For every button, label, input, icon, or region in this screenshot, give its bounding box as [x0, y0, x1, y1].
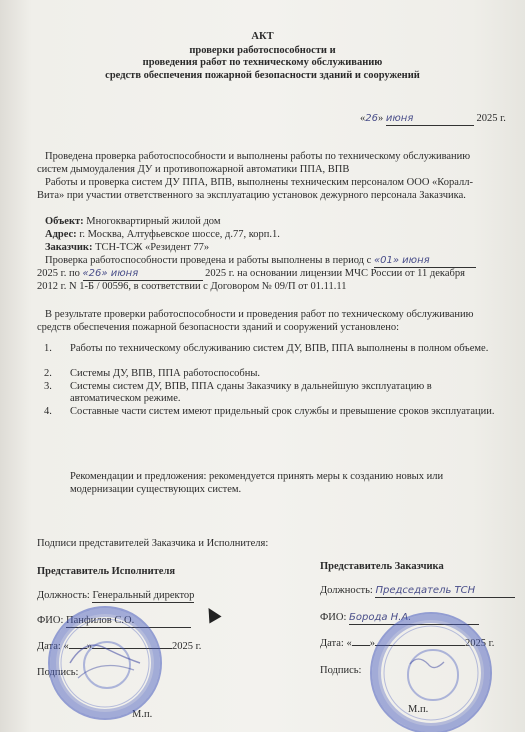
executor-mp: М.п. [132, 709, 153, 720]
title-line-2: проведения работ по техническому обслуживанию [142, 57, 383, 68]
date-year: 2025 г. [476, 113, 506, 124]
customer-date: Дата: « » 2025 г. [320, 638, 495, 649]
period-line-1: Проверка работоспособности проведена и работы выполнены в период с «01» июня [45, 254, 476, 268]
date-day-handwritten: 26 [365, 113, 378, 124]
title-line-1: проверки работоспособности и [189, 45, 336, 56]
result-line-1: В результате проверки работоспособности и проведения работ по техническому обслуживанию [45, 309, 474, 320]
title-line-3: средств обеспечения пожарной безопасности зданий и сооружений [105, 70, 420, 81]
executor-stamp [48, 606, 162, 720]
executor-signature-label: Подпись: [37, 667, 79, 678]
address-row: Адрес: г. Москва, Алтуфьевское шоссе, д.77, корп.1. [45, 229, 280, 240]
customer-name: ФИО: Борода Н.А. [320, 611, 479, 625]
document-date: «26» июня 2025 г. [360, 113, 506, 124]
customer-title: Представитель Заказчика [320, 561, 444, 572]
period-line-3: 2012 г. N 1-Б / 00596, в соответствии с Договором № 09/П от 01.11.11 [37, 281, 347, 292]
customer-name-handwritten: Борода Н.А. [349, 611, 479, 625]
customer-row: Заказчик: ТСН-ТСЖ «Резидент 77» [45, 242, 210, 253]
customer-mp: М.п. [408, 704, 429, 715]
intro-line-4: Вита» при участии ответственного за эксплуатацию установок дежурного персонала Заказчика. [37, 190, 466, 201]
recommendation-line-1: Рекомендации и предложения: рекомендуется принять меры к созданию новых или [70, 471, 444, 482]
act-document: АКТ проверки работоспособности и проведения работ по техническому обслуживанию средств обеспечения пожарной безопасности зданий и сооружений «26» июня 2025 г. Проведена проверка работоспособности и выполнены работы по техническому обслуживанию систем дымоудаления ДУ и противопожарной автоматики ППА, ВПВ Работы и проверка систем ДУ ППА, ВПВ, выполнены техническим персоналом ООО «Коралл- Вита» при участии ответственного за эксплуатацию установок дежурного персонала Заказчика. Объект: Многоквартирный жилой дом Адрес: г. Москва, Алтуфьевское шоссе, д.77, корп.1. Заказчик: ТСН-ТСЖ «Резидент 77» Проверка работоспособности проведена и работы выполнены в период с «01» июня 2025 г. по «26» июня 2025 г. на основании лицензии МЧС России от 11 декабря 2012 г. N 1-Б / 00596, в соответствии с Договором № 09/П от 01.11.11 В результате проверки работоспособности и проведения работ по техническому обслуживанию средств обеспечения пожарной безопасности зданий и сооружений установлено: 1. Работы по техническому обслуживанию систем ДУ, ВПВ, ППА выполнены в полном объеме. 2. Системы ДУ, ВПВ, ППА работоспособны. 3. Системы систем ДУ, ВПВ, ППА сданы Заказчику в дальнейшую эксплуатацию в автоматическом режиме. 4. Составные части систем имеют придельный срок службы и превышение сроков эксплуатации. Рекомендации и предложения: рекомендуется принять меры к созданию новых или модернизации существующих систем. Подписи представителей Заказчика и Исполнителя: Представитель Исполнителя Должность: Генеральный директор ФИО: Панфилов С.О. Дата: « » 2025 г. Подпись: М.п. Представитель Заказчика Должность: Председатель ТСН ФИО: Борода Н.А. Дата: « » 2025 г. Подпись: М.п. [0, 0, 525, 732]
recommendation-line-2: модернизации существующих систем. [70, 484, 242, 495]
customer-position: Должность: Председатель ТСН [320, 584, 515, 598]
document-title: АКТ [251, 31, 274, 42]
executor-stamp-ring-icon [50, 608, 160, 718]
result-line-2: средств обеспечения пожарной безопасности зданий и сооружений установлено: [37, 322, 400, 333]
mouse-cursor-icon [202, 604, 221, 623]
period-from-handwritten: «01» июня [374, 254, 476, 268]
executor-name: ФИО: Панфилов С.О. [37, 614, 191, 628]
intro-line-2: систем дымоудаления ДУ и противопожарной автоматики ППА, ВПВ [37, 164, 350, 175]
period-to-handwritten: «26» июня [83, 267, 203, 281]
signatures-heading: Подписи представителей Заказчика и Исполнителя: [37, 538, 269, 549]
executor-title: Представитель Исполнителя [37, 566, 176, 577]
customer-stamp [370, 612, 492, 732]
object-row: Объект: Многоквартирный жилой дом [45, 216, 221, 227]
customer-signature-label: Подпись: [320, 665, 362, 676]
executor-position: Должность: Генеральный директор [37, 590, 195, 601]
intro-line-1: Проведена проверка работоспособности и выполнены работы по техническому обслуживанию [45, 151, 471, 162]
customer-position-handwritten: Председатель ТСН [375, 584, 515, 598]
intro-line-3: Работы и проверка систем ДУ ППА, ВПВ, выполнены техническим персоналом ООО «Коралл- [45, 177, 473, 188]
period-line-2: 2025 г. по «26» июня 2025 г. на основании лицензии МЧС России от 11 декабря [37, 268, 465, 279]
date-month-handwritten: июня [386, 112, 474, 126]
customer-stamp-ring-icon [372, 614, 490, 732]
executor-date: Дата: « » 2025 г. [37, 641, 202, 652]
